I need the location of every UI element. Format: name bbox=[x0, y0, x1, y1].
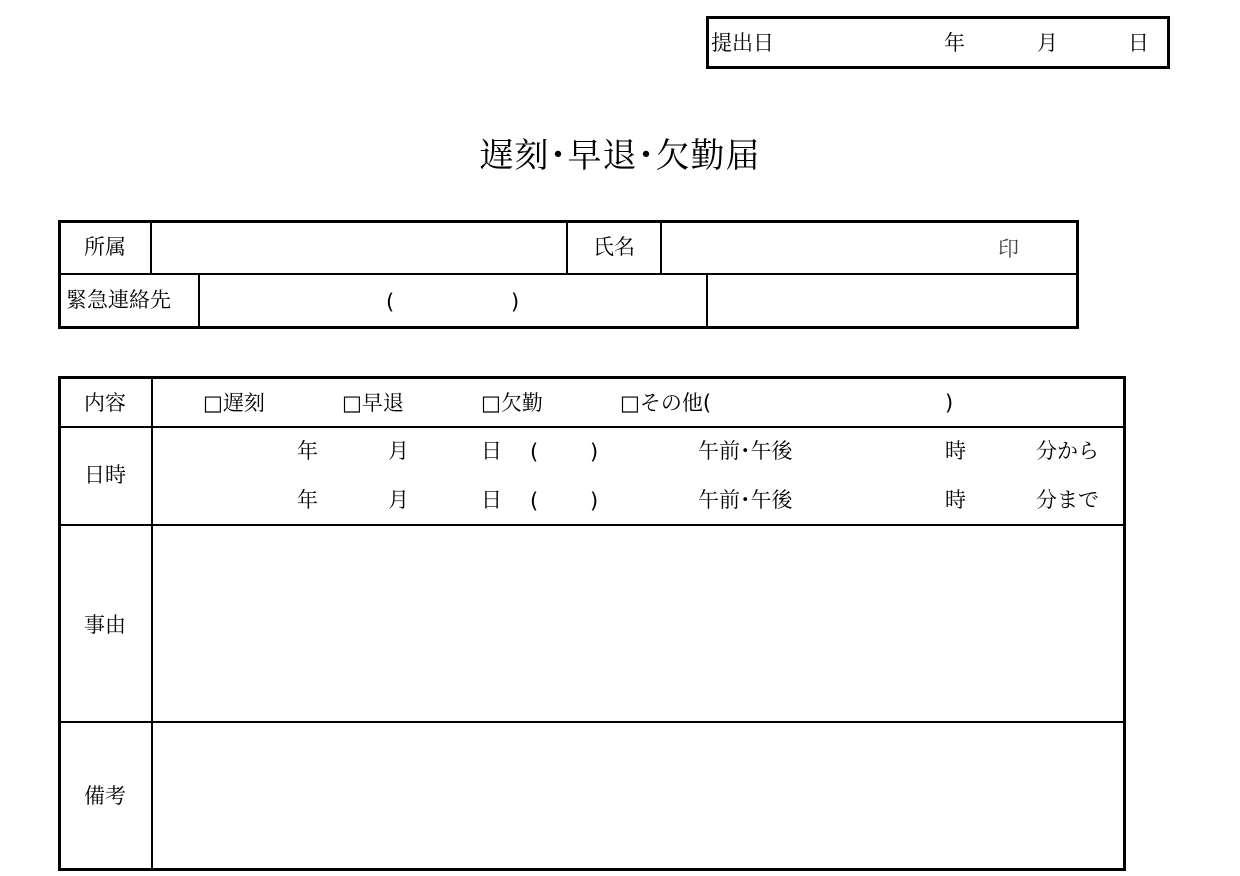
page-title bbox=[0, 128, 1240, 177]
submission-date-label: 提出日 bbox=[711, 31, 774, 55]
start-ampm-option[interactable]: 午前･午後 bbox=[698, 439, 793, 463]
start-weekday-paren-open: ( bbox=[530, 440, 539, 464]
end-hour-field[interactable]: 時 bbox=[945, 488, 966, 512]
datetime-label: 日時 bbox=[84, 463, 126, 487]
start-hour-field[interactable]: 時 bbox=[945, 439, 966, 463]
start-minute-field[interactable]: 分から bbox=[1036, 439, 1099, 463]
start-month-field[interactable]: 月 bbox=[388, 439, 409, 463]
content-label: 内容 bbox=[84, 391, 126, 415]
option-absence-checkbox[interactable]: □欠勤 bbox=[481, 391, 543, 415]
page-title-text: 遅刻･早退･欠勤届 bbox=[479, 136, 761, 176]
affiliation-label: 所属 bbox=[84, 235, 126, 259]
submission-month-field[interactable]: 月 bbox=[1037, 31, 1058, 55]
remarks-label: 備考 bbox=[84, 784, 126, 808]
name-label: 氏名 bbox=[593, 235, 635, 259]
option-late-checkbox[interactable]: □遅刻 bbox=[203, 391, 265, 415]
end-day-field[interactable]: 日 bbox=[481, 488, 502, 512]
submission-day-field[interactable]: 日 bbox=[1128, 31, 1149, 55]
emergency-paren-open: ( bbox=[386, 290, 395, 314]
submission-year-field[interactable]: 年 bbox=[944, 31, 965, 55]
reason-field[interactable] bbox=[153, 526, 1124, 720]
option-other-checkbox[interactable]: □その他( bbox=[620, 391, 712, 415]
end-year-field[interactable]: 年 bbox=[297, 488, 318, 512]
other-paren-close: ) bbox=[945, 391, 954, 415]
remarks-field[interactable] bbox=[153, 723, 1124, 869]
option-early-leave-checkbox[interactable]: □早退 bbox=[342, 391, 404, 415]
end-weekday-paren-close: ) bbox=[590, 489, 599, 513]
affiliation-field[interactable] bbox=[152, 222, 565, 273]
end-month-field[interactable]: 月 bbox=[388, 488, 409, 512]
start-weekday-paren-close: ) bbox=[590, 440, 599, 464]
seal-mark: 印 bbox=[998, 237, 1019, 261]
end-ampm-option[interactable]: 午前･午後 bbox=[698, 488, 793, 512]
end-minute-field[interactable]: 分まで bbox=[1036, 488, 1099, 512]
emergency-contact-label: 緊急連絡先 bbox=[66, 288, 171, 312]
emergency-phone-field[interactable] bbox=[200, 275, 705, 327]
submission-date-box bbox=[706, 16, 1170, 69]
emergency-name-field[interactable] bbox=[708, 275, 1076, 327]
start-day-field[interactable]: 日 bbox=[481, 439, 502, 463]
emergency-paren-close: ) bbox=[511, 290, 520, 314]
reason-label: 事由 bbox=[84, 613, 126, 637]
end-weekday-paren-open: ( bbox=[530, 489, 539, 513]
start-year-field[interactable]: 年 bbox=[297, 439, 318, 463]
